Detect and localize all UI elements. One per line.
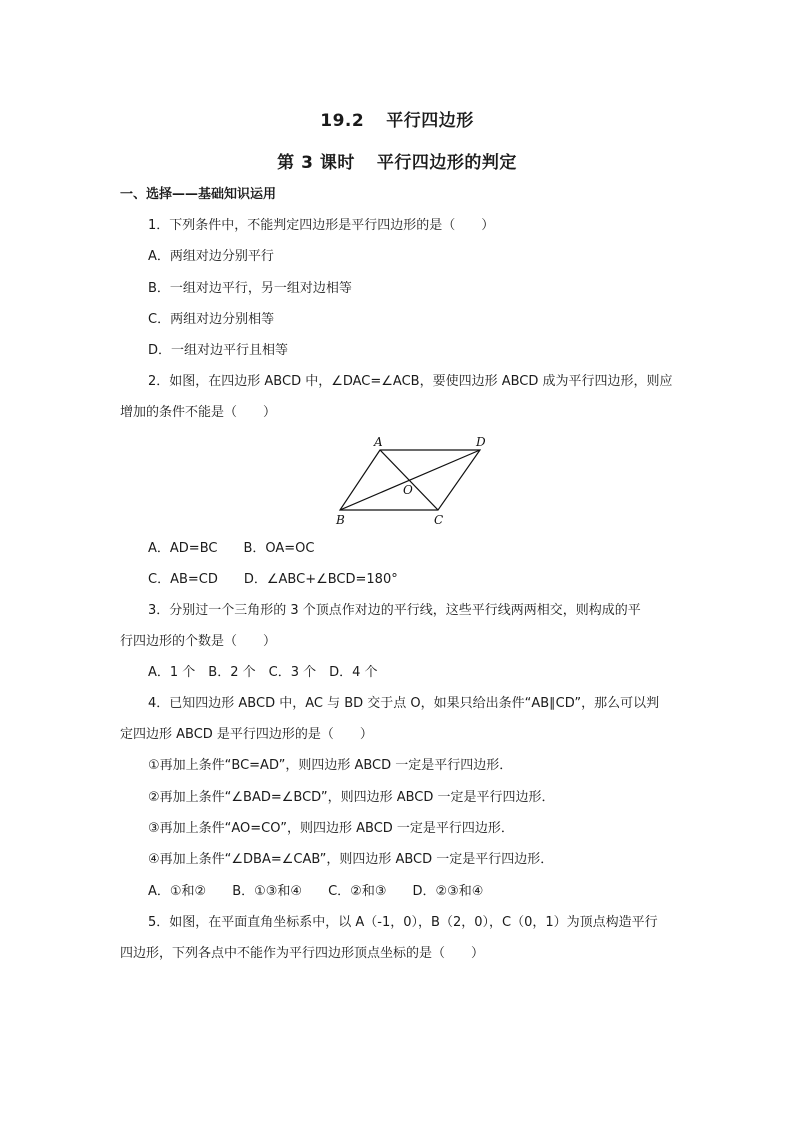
q3-stem-line1: 3．分别过一个三角形的 3 个顶点作对边的平行线，这些平行线两两相交，则构成的平	[148, 603, 641, 618]
q2-stem-line1: 2．如图，在四边形 ABCD 中，∠DAC=∠ACB，要使四边形 ABCD 成为平行四边形，则应	[148, 374, 673, 389]
q3-options: A．1 个 B．2 个 C．3 个 D．4 个	[148, 665, 378, 680]
q4-stem-line2: 定四边形 ABCD 是平行四边形的是（ ）	[120, 727, 373, 742]
label-a: A	[374, 435, 383, 449]
q1-option-c: C．两组对边分别相等	[148, 312, 275, 327]
q4-stem-line1: 4．已知四边形 ABCD 中，AC 与 BD 交于点 O，如果只给出条件“AB∥CD”，那么可以判	[148, 696, 660, 711]
lesson-title	[0, 148, 794, 173]
q4-statement-4: ④再加上条件“∠DBA=∠CAB”，则四边形 ABCD 一定是平行四边形．	[148, 852, 554, 867]
q1-option-b: B．一组对边平行，另一组对边相等	[148, 281, 352, 296]
q1-option-d: D．一组对边平行且相等	[148, 343, 289, 358]
q2-options-line1: A．AD=BC B．OA=OC	[148, 541, 315, 556]
label-b: B	[336, 513, 345, 527]
parallelogram-figure	[330, 432, 496, 530]
q1-option-a: A．两组对边分别平行	[148, 249, 274, 264]
q2-stem-line2: 增加的条件不能是（ ）	[120, 405, 277, 420]
label-o: O	[403, 483, 413, 497]
lesson-name: 平行四边形的判定	[376, 153, 517, 173]
q4-statement-3: ③再加上条件“AO=CO”，则四边形 ABCD 一定是平行四边形．	[148, 821, 514, 836]
q4-statement-1: ①再加上条件“BC=AD”，则四边形 ABCD 一定是平行四边形．	[148, 758, 513, 773]
q4-options: A．①和② B．①③和④ C．②和③ D．②③和④	[148, 884, 484, 899]
q5-stem-line2: 四边形，下列各点中不能作为平行四边形顶点坐标的是（ ）	[120, 946, 485, 961]
q3-stem-line2: 行四边形的个数是（ ）	[120, 634, 277, 649]
section-number: 19.2	[320, 111, 365, 131]
section-name: 平行四边形	[386, 111, 474, 131]
q1-stem: 1．下列条件中，不能判定四边形是平行四边形的是（ ）	[148, 218, 495, 233]
label-d: D	[476, 435, 486, 449]
section-title	[0, 106, 794, 131]
q5-stem-line1: 5．如图，在平面直角坐标系中，以 A（-1，0），B（2，0），C（0，1）为顶点构造平行	[148, 915, 658, 930]
lesson-number: 第 3 课时	[277, 153, 355, 173]
label-c: C	[434, 513, 444, 527]
part-heading: 一、选择——基础知识运用	[120, 187, 277, 202]
q2-options-line2: C．AB=CD D．∠ABC+∠BCD=180°	[148, 572, 398, 587]
q4-statement-2: ②再加上条件“∠BAD=∠BCD”，则四边形 ABCD 一定是平行四边形．	[148, 790, 555, 805]
